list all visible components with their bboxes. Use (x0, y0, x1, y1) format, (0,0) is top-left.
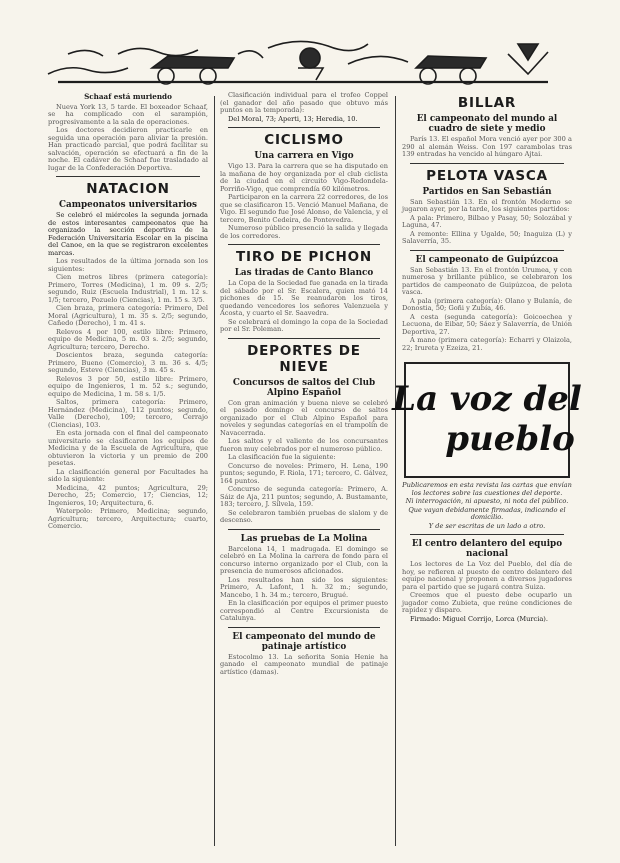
column-separator (395, 96, 396, 846)
advert-paragraph: Que vayan debidamente firmadas, indicando el domicilio. (408, 505, 566, 521)
section-subtitle: Las pruebas de La Molina (240, 533, 368, 544)
divider (410, 250, 564, 251)
article-paragraph: Vigo 13. Para la carrera que se ha disputado en la mañana de hoy organizada por el club ciclista de la ciudad en el circuito Vigo-Redondela-Porriño-Vigo, que comprendía 60 kilómetros. (220, 162, 388, 193)
advert-logo-text-line1: La voz del (392, 379, 582, 419)
advert-logo (392, 364, 582, 472)
article-paragraph: Waterpolo: Primero, Medicina; segundo, Agricultura; tercero, Arquitectura; cuarto, Comercio. (48, 507, 208, 530)
article-paragraph: A pala: Primero, Bilbao y Pasay, 50; Solozábal y Laguna, 47. (402, 213, 572, 229)
article-paragraph: Barcelona 14, 1 madrugada. El domingo se celebró en La Molina la carrera de fondo para el concurso interno organizado por el Club, con la presencia de numerosos aficionados. (220, 544, 388, 575)
article-paragraph: Se celebrará el domingo la copa de la Sociedad por el Sr. Poleman. (220, 317, 388, 333)
section-title: BILLAR (457, 95, 517, 111)
article-paragraph: Doscientos braza, segunda categoría: Primero, Bueno (Comercio), 3 m. 36 s. 4/5; segundo, Esteve (Ciencias), 3 m. 45 s. (48, 351, 208, 374)
article-paragraph: Relevos 4 por 100, estilo libre: Primero, equipo de Medicina, 5 m. 03 s. 2/5; segundo, Agricultura; tercero, Derecho. (48, 327, 208, 351)
article-paragraph: Los lectores de La Voz del Pueblo, del día de hoy, se refieren al puesto de centro delantero del equipo nacional y proponen a diversos jugadores para el partido que se jugará contra Suiza. (402, 560, 572, 591)
section-subtitle: Partidos en San Sebastián (422, 186, 552, 197)
section-subtitle: Concursos de saltos del Club Alpino Español (232, 377, 376, 398)
section-subtitle: Las tiradas de Canto Blanco (234, 268, 374, 278)
article-paragraph: Cien metros libres (primera categoría): Primero, Torres (Medicina), 1 m. 09 s. 2/5; segundo, Ruiz (Escuela Industrial), 1 m. 12 s. 1/5; tercero, Pozuelo (Ciencias), 1 m. 15 s. 3/5. (48, 273, 208, 304)
article-paragraph: Nueva York 13, 5 tarde. El boxeador Schaaf, se ha complicado con el sarampión, progresivamente a la sala de operaciones. (48, 102, 208, 126)
article-headline: Schaaf está muriendo (84, 92, 172, 101)
sports-banner-illustration (48, 34, 568, 92)
article-paragraph: Saltos, primera categoría: Primero, Hernández (Medicina), 112 puntos; segundo, Valle (Derecho), 109; tercero, Cerrajo (Ciencias), 103. (48, 398, 208, 429)
article-paragraph: Participaron en la carrera 22 corredores, de los que se clasificaron 15. Venció Manuel Mañana, de Vigo. El segundo fue José Alonso, de Valencia, y el tercero, Benito Cedeira, de Pontevedra. (220, 193, 388, 224)
divider (228, 627, 380, 628)
article-paragraph: Los doctores decidieron practicarle en seguida una operación para aliviar la presión. Han practicado parcial, que podrá facilitar su salvación, operación se efectuará a fin de la noche. El cadáver de Schaaf fue trasladado al lugar de la Confederación Deportiva. (48, 126, 208, 172)
article-paragraph: Creemos que el puesto debe ocuparlo un jugador como Zubieta, que reúne condiciones de rapidez y disparo. (402, 591, 572, 614)
article-paragraph: Los saltos y el valiente de los concursantes fueron muy celebrados por el numeroso público. (220, 437, 388, 453)
advert-paragraph: Publicaremos en esta revista las cartas que envían los lectores sobre las cuestiones del deporte. (402, 481, 572, 497)
article-paragraph: Concurso de noveles: Primero, H. Lena, 190 puntos; segundo, F. Riola, 171; tercero, C. Gálvez, 164 puntos. (220, 461, 388, 485)
section-title: PELOTA VASCA (426, 167, 548, 184)
column-separator (214, 96, 215, 846)
divider (410, 163, 564, 164)
column-2 (220, 92, 388, 852)
article-paragraph: Cien braza, primera categoría: Primero, Del Moral (Agricultura), 1 m. 35 s. 2/5; segundo, Cañedo (Derecho), 1 m. 41 s. (48, 304, 208, 327)
article-paragraph: La Copa de la Sociedad fue ganada en la tirada del sábado por el Sr. Escalera, quien mató 14 pichones de 15. Se reanudaron los tiros, quedando vencedores los señores Valenzuela y Acosta, y cuarto el Sr. Saavedra. (220, 279, 388, 317)
article-paragraph: París 13. El español Mora venció ayer por 300 a 290 al alemán Weiss. Con 197 carambolas tras 139 entradas ha vencido al húngaro Ajtai. (402, 135, 572, 158)
article-paragraph: A remonte: Ellina y Ugalde, 50; Inaguiza (L) y Salaverría, 35. (402, 229, 572, 245)
article-paragraph: Los resultados de la última jornada son los siguientes: (48, 257, 208, 273)
article-paragraph: Relevos 3 por 50, estilo libre: Primero, equipo de Ingenieros, 1 m. 52 s.; segundo, equipo de Medicina, 1 m. 58 s. 1/5. (48, 374, 208, 398)
section-title: CICLISMO (264, 132, 344, 148)
divider (228, 338, 380, 339)
article-paragraph: En la clasificación por equipos el primer puesto correspondió al Centre Excursionista de Catalunya. (220, 599, 388, 622)
article-paragraph: A mano (primera categoría): Echarri y Olaizola, 22; Irureta y Ezeiza, 21. (402, 336, 572, 352)
divider (228, 529, 380, 530)
column-1 (48, 92, 208, 852)
column-3 (392, 92, 582, 852)
section-subtitle: Campeonatos universitarios (59, 200, 197, 210)
article-paragraph: Se celebró el miércoles la segunda jornada de estos interesantes campeonatos que ha organizado la sección deportiva de la Federación Universitaria Escolar en la piscina del Canoe, en la que se registraron excelentes marcas. (48, 211, 208, 257)
divider (410, 534, 564, 535)
article-paragraph: La clasificación fue la siguiente: (228, 453, 336, 461)
divider (228, 244, 380, 245)
advert-paragraph: Y de ser escritas de un lado a otro. (428, 521, 546, 530)
article-paragraph: En esta jornada con el final del campeonato universitario se clasificaron los equipos de Medicina y de la Escuela de Agricultura, que obtuvieron la victoria y un premio de 200 pesetas. (48, 429, 208, 467)
article-paragraph: Del Moral, 73; Aperti, 13; Heredia, 10. (228, 114, 358, 123)
section-subtitle: El campeonato del mundo de patinaje artístico (232, 631, 376, 652)
article-paragraph: A pala (primera categoría): Olano y Bulanía, de Donostia, 50; Goñi y Zubía, 46. (402, 296, 572, 312)
article-paragraph: Con gran animación y buena nieve se celebró el pasado domingo el concurso de saltos organizado por el Club Alpino Español para noveles y segundas categorías en el trampolín de Navacerrada. (220, 398, 388, 437)
section-subtitle: Una carrera en Vigo (254, 151, 354, 161)
article-paragraph: Los resultados han sido los siguientes: Primero, A. Lafont, 1 h. 32 m.; segundo, Mancebo, 1 h. 34 m.; tercero, Brugué. (220, 575, 388, 599)
article-paragraph: Firmado: Miguel Corrijo, Lorca (Murcia). (410, 614, 548, 623)
section-title: TIRO DE PICHON (235, 249, 373, 265)
article-paragraph: San Sebastián 13. En el frontón Urumea, y con numerosa y brillante público, se celebraron los partidos de campeonato de Guipúzcoa, de pelota vasca. (402, 265, 572, 296)
article-paragraph: Medicina, 42 puntos; Agricultura, 29; Derecho, 25; Comercio, 17; Ciencias, 12; Ingenieros, 10; Arquitectura, 6. (48, 483, 208, 507)
article-paragraph: San Sebastián 13. En el frontón Moderno se jugaron ayer, por la tarde, los siguientes partidos: (402, 197, 572, 213)
divider (56, 176, 200, 177)
section-subtitle: El centro delantero del equipo nacional (411, 539, 563, 559)
section-subtitle: El campeonato de Guipúzcoa (415, 254, 559, 265)
voz-del-pueblo-advert (392, 362, 582, 478)
article-paragraph: A cesta (segunda categoría): Goicoechea y Lecuona, de Eibar, 50; Sáez y Salaverría, de Unión Deportiva, 27. (402, 312, 572, 336)
article-paragraph: La clasificación general por Facultades ha sido la siguiente: (48, 467, 208, 483)
section-title: DEPORTES DE NIEVE (247, 342, 361, 375)
article-paragraph: Clasificación individual para el trofeo Coppel (el ganador del año pasado que obtuvo más puntos en la temporada): (220, 91, 388, 114)
article-paragraph: Numeroso público presenció la salida y llegada de los corredores. (220, 224, 388, 240)
section-subtitle: El campeonato del mundo al cuadro de siete y medio (416, 114, 558, 134)
article-paragraph: Estocolmo 13. La señorita Sonia Henie ha ganado el campeonato mundial de patinaje artístico (damas). (220, 652, 388, 676)
advert-logo-text-line2: pueblo (445, 419, 575, 459)
divider (228, 127, 380, 128)
article-paragraph: Se celebraron también pruebas de slalom y de descenso. (220, 508, 388, 524)
article-paragraph: Concurso de segunda categoría: Primero, A. Sáiz de Aja, 211 puntos; segundo, A. Bustamante, 183; tercero, J. Silvela, 159. (220, 485, 388, 508)
advert-paragraph: Ni interrogación, ni apuesto, ni nota del público. (405, 497, 569, 505)
section-title: NATACION (86, 181, 170, 197)
